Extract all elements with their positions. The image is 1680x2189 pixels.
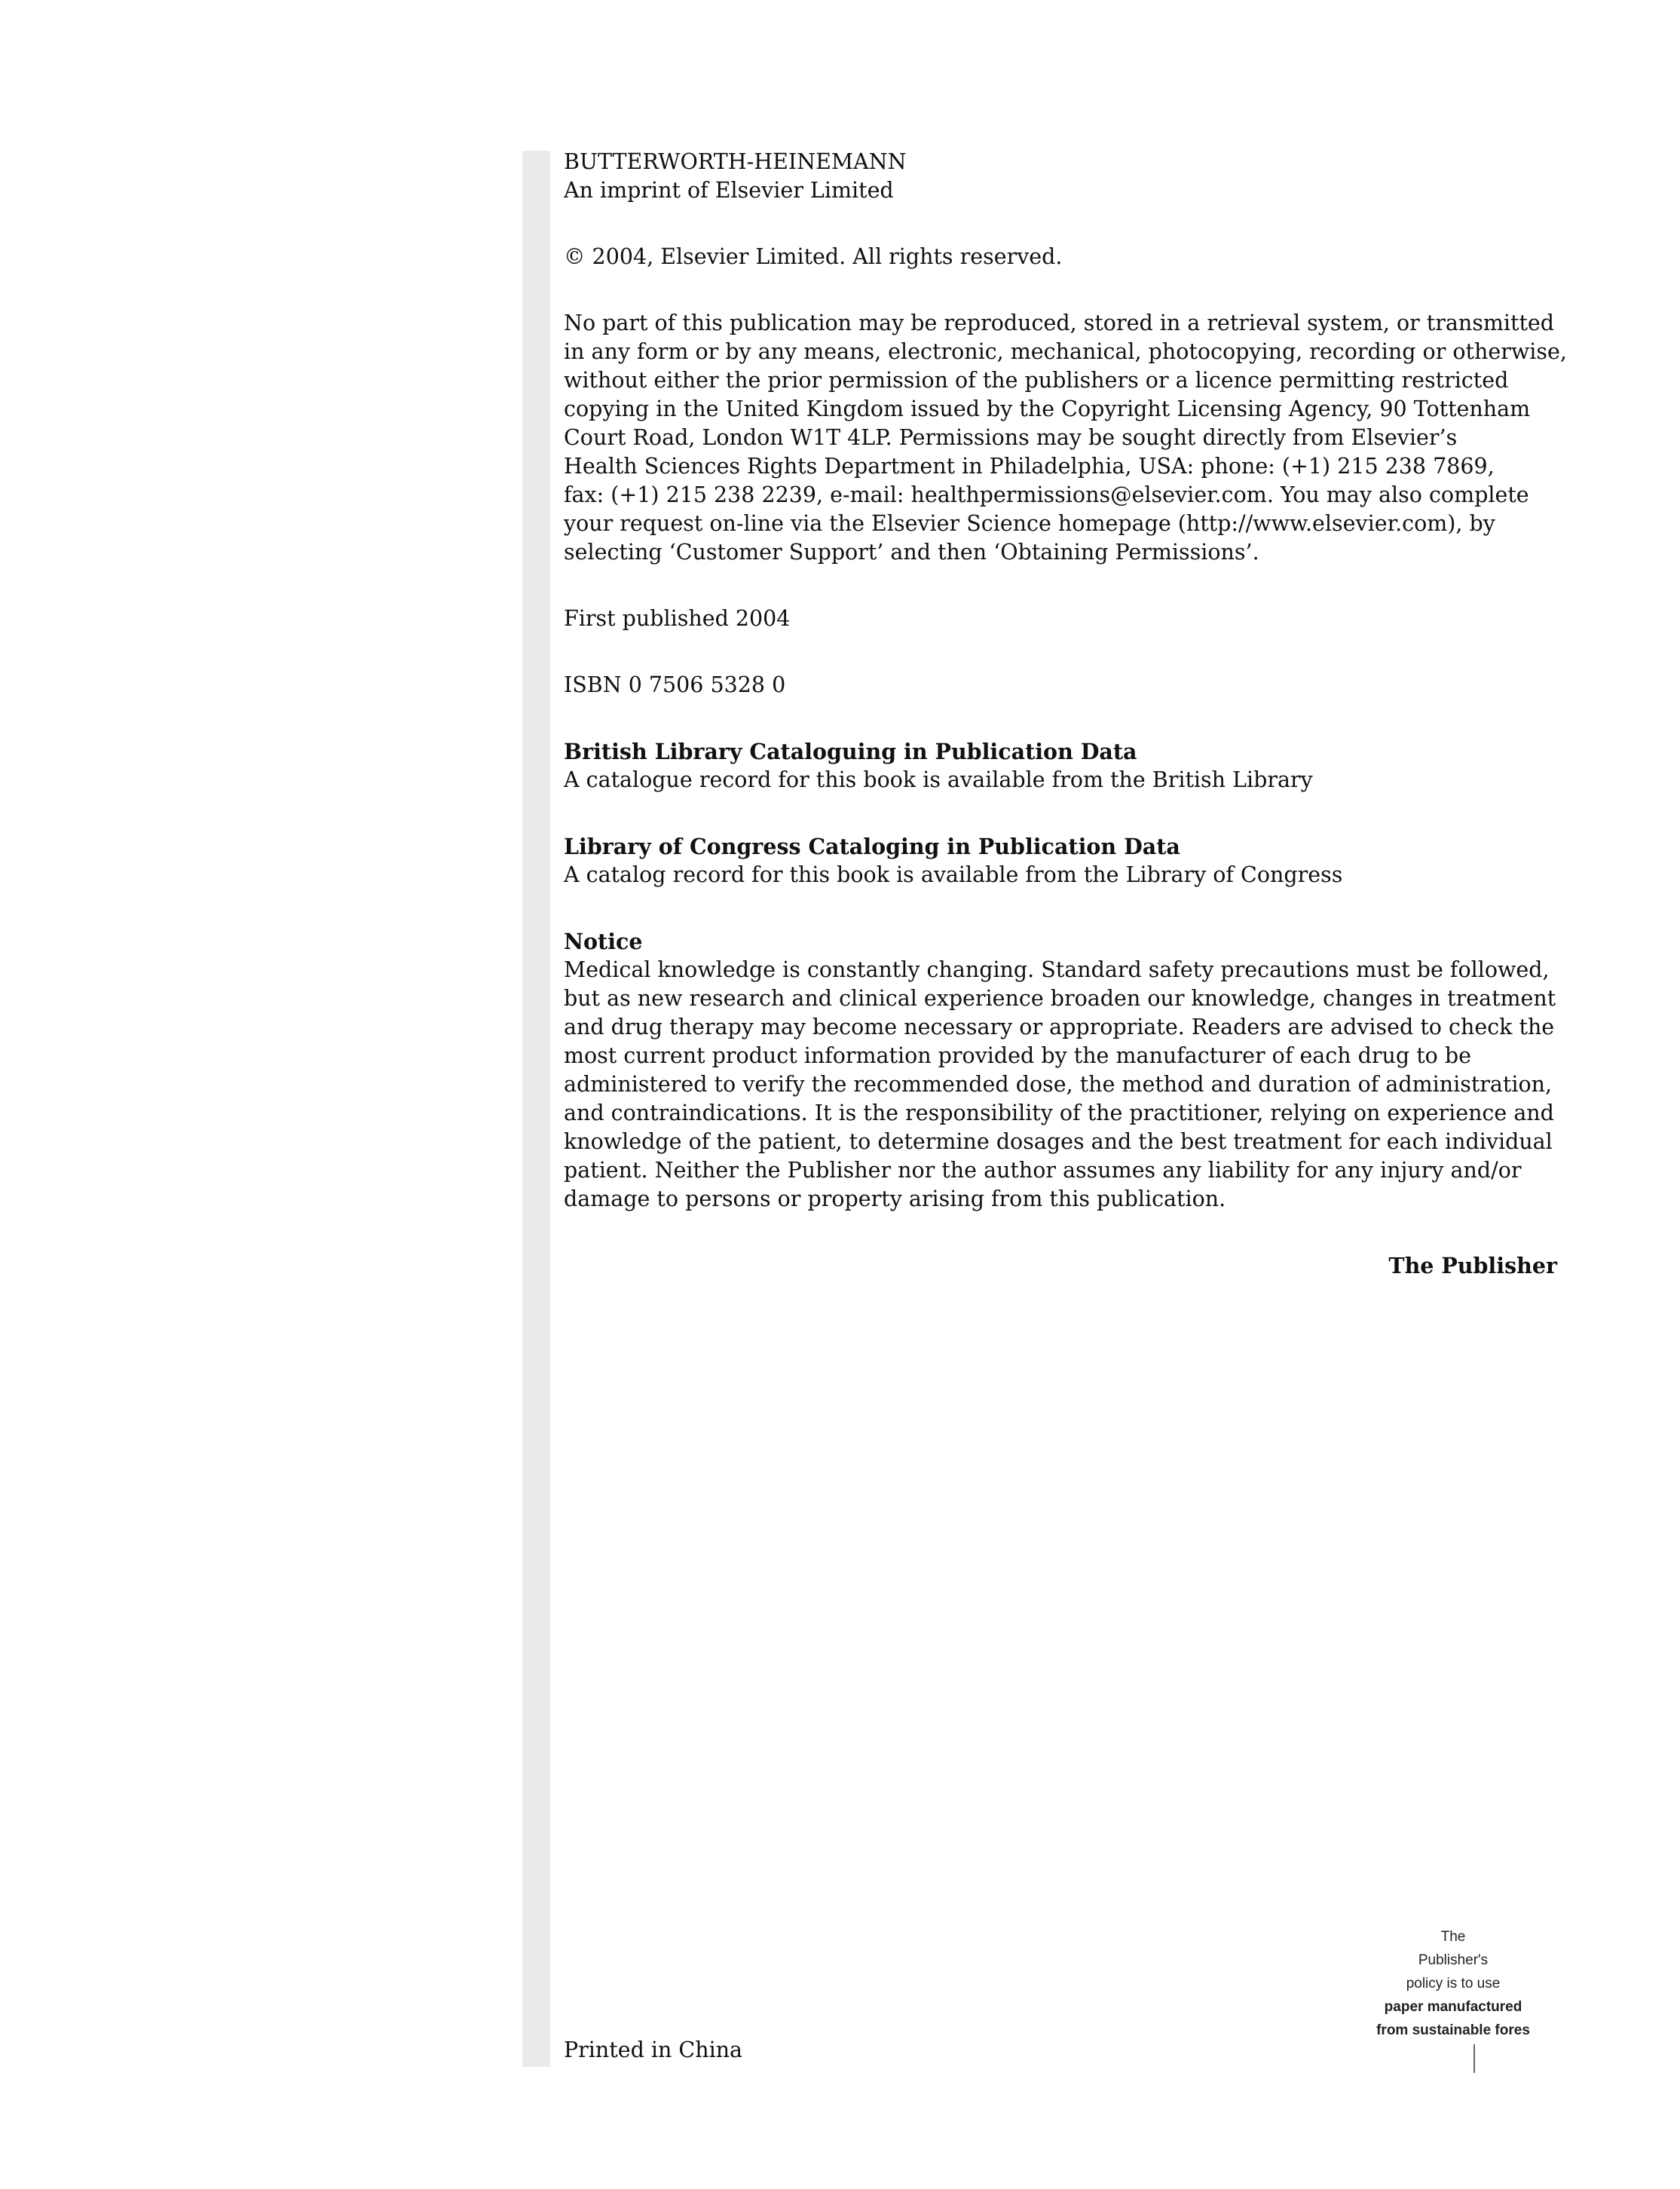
british-library-heading: British Library Cataloguing in Publication Data: [564, 739, 1137, 764]
policy-line: Publisher's: [1418, 1952, 1489, 1968]
permissions-line: your request on-line via the Elsevier Science homepage (http://www.elsevier.com), by: [564, 511, 1495, 536]
notice-block: [564, 927, 1557, 1214]
notice-line: most current product information provided by the manufacturer of each drug to be: [564, 1043, 1471, 1068]
copyright-notice: © 2004, Elsevier Limited. All rights reserved.: [564, 244, 1063, 269]
publisher-block: [564, 148, 1557, 205]
paper-policy-note: [1340, 1925, 1566, 2042]
first-published-block: [564, 605, 1557, 633]
permissions-line: copying in the United Kingdom issued by the Copyright Licensing Agency, 90 Tottenham: [564, 396, 1531, 421]
isbn: ISBN 0 7506 5328 0: [564, 672, 786, 697]
notice-heading: Notice: [564, 929, 643, 954]
publisher-signature: The Publisher: [1388, 1253, 1557, 1278]
british-library-block: [564, 737, 1557, 794]
permissions-line: Court Road, London W1T 4LP. Permissions may be sought directly from Elsevier’s: [564, 425, 1458, 450]
notice-line: patient. Neither the Publisher nor the author assumes any liability for any injury and/or: [564, 1158, 1522, 1183]
policy-line: from sustainable fores: [1376, 2022, 1530, 2038]
notice-line: damage to persons or property arising from this publication.: [564, 1186, 1226, 1211]
permissions-line: selecting ‘Customer Support’ and then ‘Obtaining Permissions’.: [564, 540, 1259, 565]
policy-line: policy is to use: [1406, 1976, 1501, 1992]
notice-line: and drug therapy may become necessary or appropriate. Readers are advised to check the: [564, 1015, 1555, 1039]
policy-line: paper manufactured: [1384, 1999, 1522, 2015]
library-of-congress-text: A catalog record for this book is available from the Library of Congress: [564, 862, 1343, 887]
notice-line: Medical knowledge is constantly changing. Standard safety precautions must be followed,: [564, 957, 1550, 982]
copyright-page-content: [564, 148, 1567, 1280]
permissions-block: [564, 309, 1567, 567]
british-library-text: A catalogue record for this book is available from the British Library: [564, 767, 1313, 792]
permissions-line: Health Sciences Rights Department in Philadelphia, USA: phone: (+1) 215 238 7869,: [564, 454, 1495, 479]
permissions-line: in any form or by any means, electronic, mechanical, photocopying, recording or otherwise,: [564, 339, 1567, 364]
notice-line: but as new research and clinical experience broaden our knowledge, changes in treatment: [564, 986, 1556, 1011]
publisher-name: BUTTERWORTH-HEINEMANN: [564, 149, 907, 174]
permissions-line: without either the prior permission of the publishers or a licence permitting restricted: [564, 368, 1509, 393]
library-of-congress-heading: Library of Congress Cataloging in Publication Data: [564, 834, 1180, 859]
publisher-imprint: An imprint of Elsevier Limited: [564, 178, 894, 203]
left-margin-bar: [522, 151, 550, 2067]
policy-line: The: [1440, 1929, 1466, 1945]
permissions-line: No part of this publication may be reproduced, stored in a retrieval system, or transmitted: [564, 311, 1555, 335]
policy-divider: [1473, 2044, 1475, 2073]
printed-in: Printed in China: [564, 2037, 743, 2062]
notice-line: administered to verify the recommended dose, the method and duration of administration,: [564, 1072, 1553, 1097]
notice-line: and contraindications. It is the responsibility of the practitioner, relying on experience and: [564, 1101, 1554, 1125]
notice-line: knowledge of the patient, to determine dosages and the best treatment for each individual: [564, 1129, 1553, 1154]
library-of-congress-block: [564, 832, 1557, 889]
copyright-block: [564, 243, 1557, 271]
permissions-line: fax: (+1) 215 238 2239, e-mail: healthpermissions@elsevier.com. You may also complete: [564, 482, 1529, 507]
isbn-block: [564, 671, 1557, 700]
first-published: First published 2004: [564, 606, 791, 631]
